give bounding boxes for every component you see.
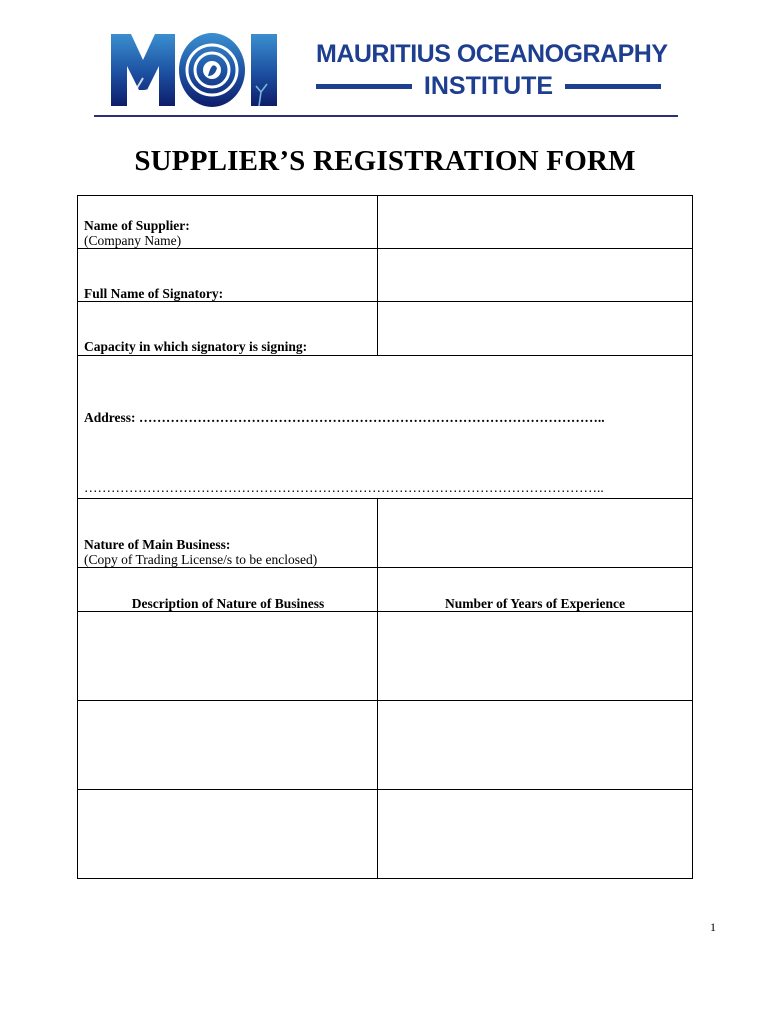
supplier-input[interactable] bbox=[378, 196, 692, 248]
years-input[interactable] bbox=[378, 612, 692, 700]
address-continuation-line: …………………………………………………………………………………………………….. bbox=[84, 480, 604, 495]
experience-header-row bbox=[78, 568, 692, 612]
description-input[interactable] bbox=[78, 790, 378, 878]
business-input[interactable] bbox=[378, 499, 692, 567]
signatory-input[interactable] bbox=[378, 249, 692, 301]
address-row[interactable] bbox=[78, 356, 692, 499]
supplier-row bbox=[78, 196, 692, 249]
description-input[interactable] bbox=[78, 612, 378, 700]
business-label-cell bbox=[78, 499, 378, 567]
address-label: Address: ………………………………………………………………………………………….. bbox=[84, 410, 605, 425]
decorative-bar-right bbox=[565, 84, 661, 89]
institute-name-line1: MAURITIUS OCEANOGRAPHY bbox=[316, 40, 668, 68]
description-column-header: Description of Nature of Business bbox=[131, 596, 325, 611]
years-input[interactable] bbox=[378, 701, 692, 789]
experience-row bbox=[78, 790, 692, 878]
decorative-bar-left bbox=[316, 84, 412, 89]
supplier-label-cell bbox=[78, 196, 378, 248]
header-divider bbox=[94, 115, 678, 117]
moi-logo bbox=[109, 30, 281, 109]
experience-row bbox=[78, 612, 692, 701]
capacity-input[interactable] bbox=[378, 302, 692, 355]
institute-name-text: INSTITUTE bbox=[423, 71, 554, 100]
supplier-label: Name of Supplier: bbox=[84, 218, 190, 233]
business-sublabel: (Copy of Trading License/s to be enclosed) bbox=[84, 552, 318, 567]
business-row bbox=[78, 499, 692, 568]
capacity-label: Capacity in which signatory is signing: bbox=[84, 339, 308, 354]
signatory-label: Full Name of Signatory: bbox=[84, 286, 224, 301]
years-column-header: Number of Years of Experience bbox=[445, 596, 625, 611]
letterhead bbox=[0, 0, 770, 120]
signatory-row bbox=[78, 249, 692, 302]
description-header-cell bbox=[78, 568, 378, 611]
institute-name-line2 bbox=[316, 70, 661, 102]
signatory-label-cell bbox=[78, 249, 378, 301]
experience-row bbox=[78, 701, 692, 790]
years-input[interactable] bbox=[378, 790, 692, 878]
supplier-sublabel: (Company Name) bbox=[84, 233, 182, 248]
registration-form-table bbox=[77, 195, 693, 879]
business-label: Nature of Main Business: bbox=[84, 537, 231, 552]
capacity-label-cell bbox=[78, 302, 378, 355]
capacity-row bbox=[78, 302, 692, 356]
description-input[interactable] bbox=[78, 701, 378, 789]
form-title: SUPPLIER’S REGISTRATION FORM bbox=[134, 145, 636, 177]
years-header-cell bbox=[378, 568, 692, 611]
address-cell[interactable] bbox=[78, 356, 692, 498]
page-number: 1 bbox=[710, 920, 716, 934]
